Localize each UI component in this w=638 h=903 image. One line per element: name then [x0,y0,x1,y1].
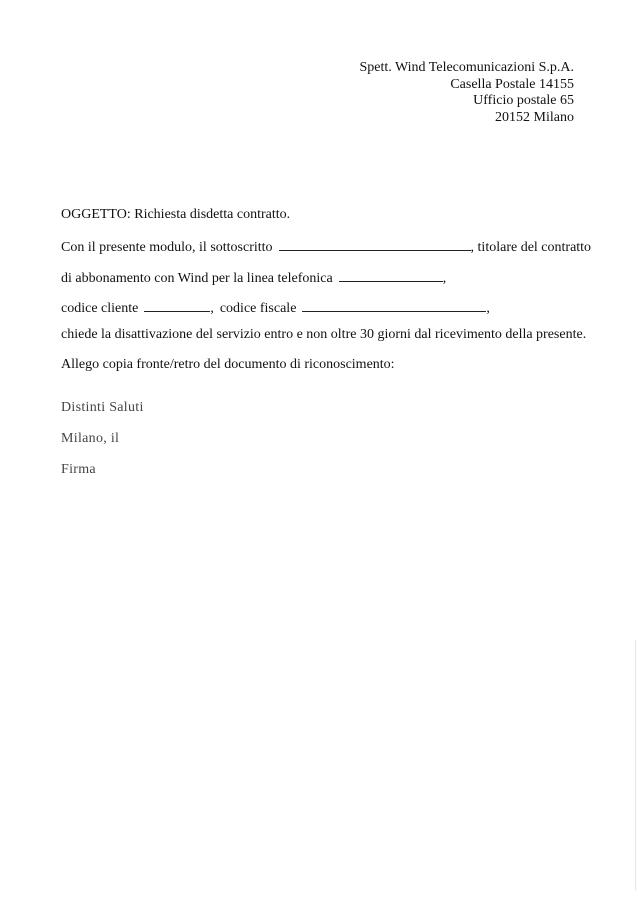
phone-text: di abbonamento con Wind per la linea telefonica [61,271,333,286]
subscriber-text: Con il presente modulo, il sottoscritto [61,240,273,255]
phone-number-blank[interactable] [339,268,443,282]
recipient-city: 20152 Milano [495,109,574,125]
body-line-request: chiede la disattivazione del servizio entro e non oltre 30 giorni dal ricevimento della presente. [61,327,587,342]
body-line-phone [61,268,446,287]
client-code-comma: , [210,301,214,316]
subscriber-name-blank[interactable] [279,237,471,251]
closing-place-date: Milano, il [61,431,120,446]
closing-greeting: Distinti Saluti [61,400,144,415]
phone-text-end: , [442,271,447,286]
body-line-codes [61,298,490,317]
tax-code-label: codice fiscale [219,301,297,316]
recipient-po-box: Casella Postale 14155 [450,76,574,92]
client-code-label: codice cliente [61,301,139,316]
closing-signature: Firma [61,462,96,477]
client-code-blank[interactable] [144,298,210,312]
subscriber-text-end: , titolare del contratto [470,240,592,255]
tax-code-blank[interactable] [302,298,486,312]
scan-edge-mark [635,640,636,890]
subject-line: OGGETTO: Richiesta disdetta contratto. [61,207,291,222]
body-line-subscriber [61,237,591,256]
recipient-company: Spett. Wind Telecomunicazioni S.p.A. [359,60,574,75]
body-line-attachment: Allego copia fronte/retro del documento di riconoscimento: [61,357,395,372]
recipient-post-office: Ufficio postale 65 [473,93,574,108]
tax-code-comma: , [486,301,490,316]
recipient-address [359,60,574,126]
